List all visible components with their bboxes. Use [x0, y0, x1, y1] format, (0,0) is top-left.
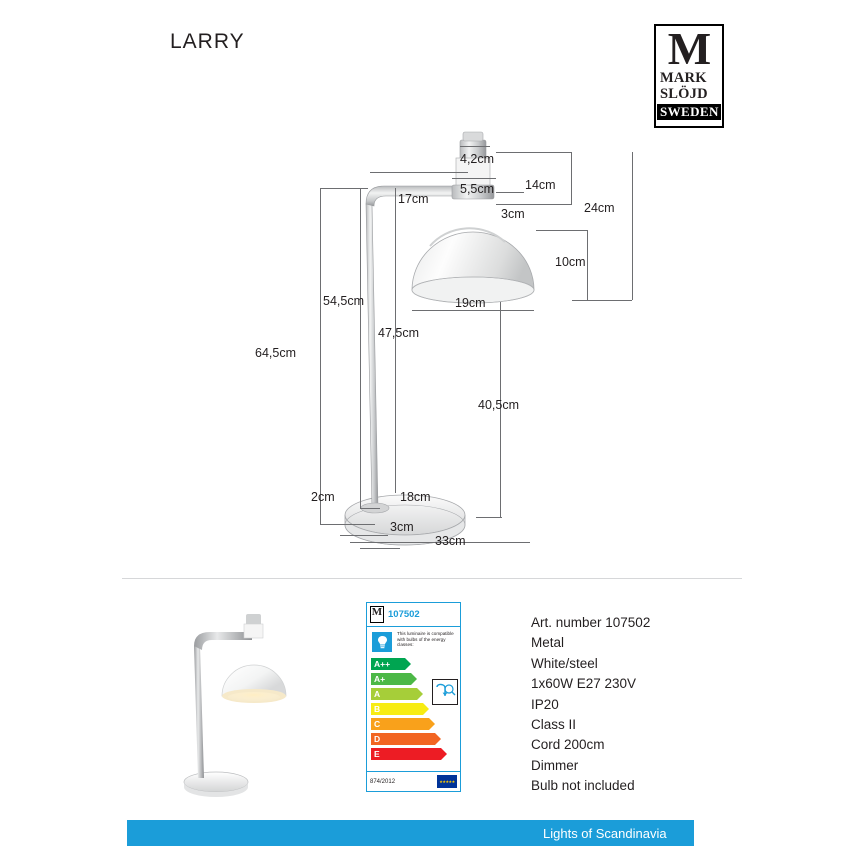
dim-arm-length: 17cm [398, 192, 429, 206]
specification-list [531, 613, 650, 797]
brand-mark-small: M [370, 606, 384, 623]
dim-head-total: 24cm [584, 201, 615, 215]
dim-socket-height: 14cm [525, 178, 556, 192]
dim-shade-height: 10cm [555, 255, 586, 269]
dim-base-thickness: 2cm [311, 490, 335, 504]
dim-shade-bottom-height: 40,5cm [478, 398, 519, 412]
energy-class-row [371, 717, 459, 731]
energy-label-body [367, 627, 460, 771]
spec-item: Metal [531, 635, 565, 651]
dim-total-height: 64,5cm [255, 346, 296, 360]
lamp-icon [372, 632, 392, 652]
energy-class-label: A+ [374, 674, 386, 684]
eu-flag-icon [437, 775, 457, 788]
brand-logo-line1: MARK [660, 70, 707, 86]
energy-label-footer [367, 771, 460, 791]
spec-item: Bulb not included [531, 778, 635, 794]
energy-class-label: A++ [374, 659, 391, 669]
energy-class-row [371, 747, 459, 761]
lamp-line-drawing [300, 130, 720, 560]
energy-class-label: A [374, 689, 381, 699]
dim-joint-height: 3cm [501, 207, 525, 221]
spec-item: 1x60W E27 230V [531, 676, 637, 692]
product-photo-lamp [160, 600, 320, 800]
eu-flag-stars: ★★★★★ [439, 779, 455, 784]
dim-socket-width: 4,2cm [460, 152, 495, 166]
dim-base-depth: 18cm [400, 490, 431, 504]
spec-item: Dimmer [531, 757, 579, 773]
dim-shade-top-width: 5,5cm [460, 182, 495, 196]
spec-item: Class II [531, 717, 577, 733]
dim-base-width: 33cm [435, 534, 466, 548]
energy-label-article-number: 107502 [388, 609, 420, 620]
product-photo [160, 600, 320, 805]
brand-logo-letter: M [667, 23, 711, 74]
brand-logo-line2: SLÖJD [660, 85, 708, 102]
energy-class-bars [371, 657, 459, 762]
energy-label-header [367, 603, 460, 627]
energy-class-label: E [374, 749, 380, 759]
page-title: LARRY [170, 30, 245, 53]
section-divider [122, 578, 742, 579]
energy-label-regulation: 874/2012 [370, 778, 396, 785]
bulb-swap-icon [432, 679, 458, 705]
energy-label-compat-text: This luminaire is compatible with bulbs of the energy classes: [397, 631, 454, 648]
energy-label [366, 602, 461, 792]
spec-item: Cord 200cm [531, 737, 605, 753]
dim-shade-diameter: 19cm [455, 296, 486, 310]
energy-class-label: B [374, 704, 381, 714]
footer-tagline: Lights of Scandinavia [543, 826, 667, 841]
dim-arm-height: 47,5cm [378, 326, 419, 340]
spec-item: White/steel [531, 655, 598, 671]
brand-logo-line3: SWEDEN [657, 104, 721, 120]
energy-class-row [371, 732, 459, 746]
brand-logo [654, 24, 724, 128]
energy-class-label: C [374, 719, 381, 729]
technical-drawing [255, 130, 720, 560]
energy-class-label: D [374, 734, 381, 744]
spec-item: IP20 [531, 696, 559, 712]
dim-stem-height: 54,5cm [323, 294, 364, 308]
dim-base-height-2: 3cm [390, 520, 414, 534]
energy-class-row [371, 657, 459, 671]
spec-item: Art. number 107502 [531, 615, 651, 630]
